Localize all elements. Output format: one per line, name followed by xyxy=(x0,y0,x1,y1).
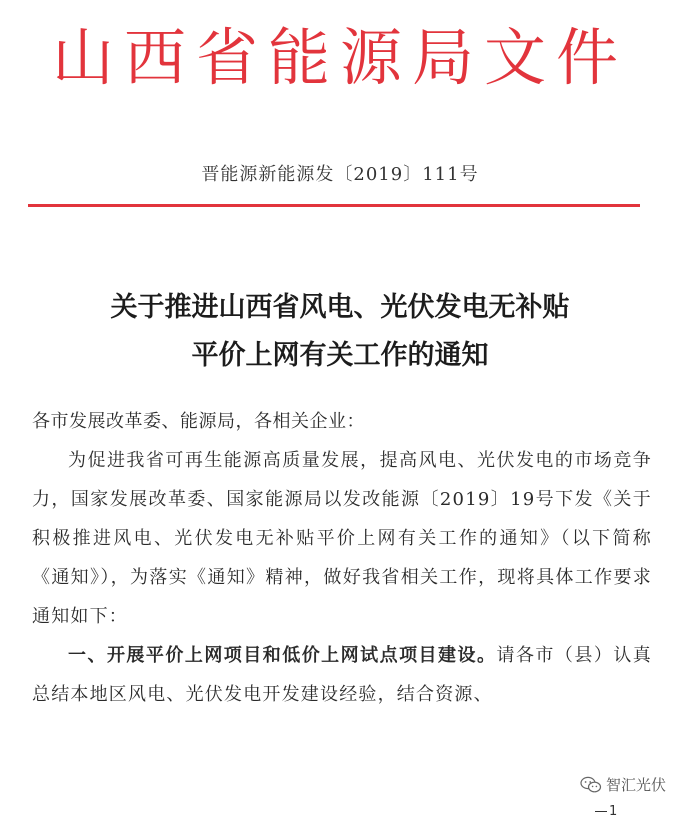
notice-title-line-1: 关于推进山西省风电、光伏发电无补贴 xyxy=(110,292,570,323)
document-header-title: 山西省能源局文件 xyxy=(51,21,628,94)
wechat-watermark xyxy=(580,774,666,795)
notice-title xyxy=(0,284,680,380)
notice-body xyxy=(32,402,652,714)
paragraph-intro: 为促进我省可再生能源高质量发展，提高风电、光伏发电的市场竞争力，国家发展改革委、国家能源局以发改能源〔2019〕19号下发《关于积极推进风电、光伏发电无补贴平价上网有关工作的通知》（以下简称《通知》），为落实《通知》精神，做好我省相关工作，现将具体工作要求通知如下： xyxy=(32,450,652,627)
watermark-text: 智汇光伏 xyxy=(605,776,666,794)
addressee-line: 各市发展改革委、能源局，各相关企业： xyxy=(32,411,365,432)
section-1-text: 请各市（县）认真总结本地区风电、光伏发电开发建设经验，结合资源、 xyxy=(32,645,652,705)
wechat-icon xyxy=(580,776,602,794)
page-number: 1 xyxy=(595,804,617,819)
section-1-heading: 一、开展平价上网项目和低价上网试点项目建设。 xyxy=(68,645,497,666)
document-number: 晋能源新能源发〔2019〕111号 xyxy=(201,164,479,185)
paragraph-section-1 xyxy=(32,636,652,714)
red-divider-line xyxy=(28,204,640,207)
notice-title-line-2: 平价上网有关工作的通知 xyxy=(191,340,489,371)
